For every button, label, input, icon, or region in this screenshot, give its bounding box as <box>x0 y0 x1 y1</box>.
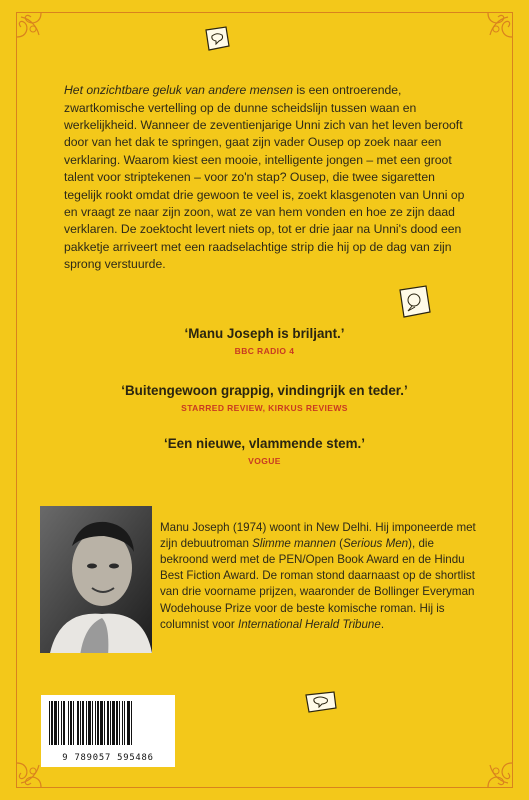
quote-source: VOGUE <box>248 456 281 466</box>
bio-newspaper: International Herald Tribune <box>237 617 381 631</box>
corner-flourish-top-left <box>17 13 65 61</box>
quote-text: ‘Buitengewoon grappig, vindingrijk en teder.’ <box>121 383 408 398</box>
corner-flourish-top-right <box>464 13 512 61</box>
blurb-paragraph <box>64 82 476 273</box>
speech-bubble-doodle-icon <box>303 690 339 716</box>
bio-text-1: Manu Joseph (1974) woont in New Delhi. Hij imponeerde met zijn debuutroman <box>160 520 476 550</box>
book-title: Het onzichtbare geluk van andere mensen <box>64 83 293 98</box>
barcode-bars <box>41 695 175 751</box>
speech-bubble-paper-icon <box>394 282 434 322</box>
quote-source: BBC RADIO 4 <box>234 346 295 356</box>
blurb-text: is een ontroerende, zwartkomische vertelling op de dunne scheidslijn tussen waan en werkelijkheid. Wanneer de zeventienjarige Unni zich van het leven berooft door van het dak te springen, gaat zijn vader Ousep op zoek naar een verklaring. Waarom kiest een mooie, intelligente jongen – met een groot talent voor striptekenen – voor zo'n stap? Ousep, die twee sigaretten tegelijk rookt omdat drie gewoon te veel is, zoekt klasgenoten van Unni op en vraagt ze naar zijn zoon, wat ze van hem vonden en hoe ze zijn daad verklaren. De zoektocht levert niets op, tot er drie jaar na Unni's dood een pakketje arriveert met een raadselachtige strip die hij op de dag van zijn sprong verstuurde. <box>64 83 465 272</box>
comic-paper-icon <box>202 24 232 54</box>
quote-source: STARRED REVIEW, KIRKUS REVIEWS <box>181 403 348 413</box>
author-photo <box>40 506 152 653</box>
review-quote-3 <box>40 436 489 466</box>
bio-text-2: ( <box>335 536 344 550</box>
bio-text-4: . <box>380 617 385 631</box>
author-bio <box>160 520 480 633</box>
bio-text-3: ), die bekroond werd met de PEN/Open Book Award en de Hindu Best Fiction Award. De roman stond daarnaast op de shortlist van drie voorname prijzen, waaronder de Bollinger Everyman Wodehouse Prize voor de beste komische roman. Hij is columnist voor <box>160 536 475 631</box>
review-quote-1 <box>40 326 489 356</box>
quote-text: ‘Manu Joseph is briljant.’ <box>184 326 345 341</box>
isbn-number: 9 789057 595486 <box>62 753 154 763</box>
corner-flourish-bottom-right <box>464 739 512 787</box>
isbn-barcode <box>41 695 175 767</box>
review-quote-2 <box>40 383 489 413</box>
bio-novel-english-title: Serious Men <box>343 536 409 550</box>
bio-novel-dutch-title: Slimme mannen <box>252 536 336 550</box>
quote-text: ‘Een nieuwe, vlammende stem.’ <box>164 436 365 451</box>
